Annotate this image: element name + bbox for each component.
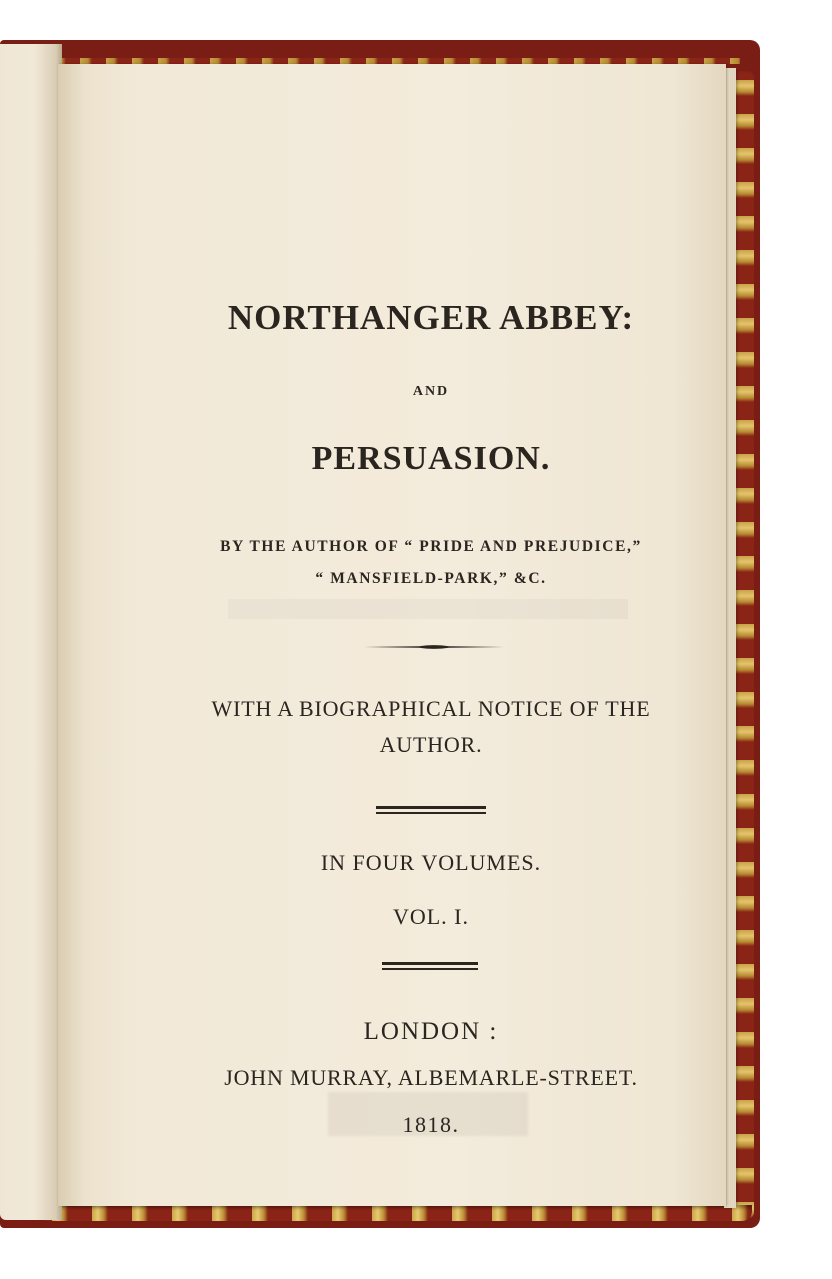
gilt-border-bottom [40,1205,752,1221]
title-line-northanger: NORTHANGER ABBEY: [227,298,635,337]
imprint-year: 1818. [402,1112,460,1137]
title-line-persuasion: PERSUASION. [311,440,551,477]
double-rule-upper-a [376,806,486,809]
notice-line-1: WITH A BIOGRAPHICAL NOTICE OF THE [211,696,651,721]
attribution-line-1: BY THE AUTHOR OF “ PRIDE AND PREJUDICE,” [220,538,642,555]
imprint-publisher: JOHN MURRAY, ALBEMARLE-STREET. [224,1065,638,1090]
show-through [228,599,628,619]
double-rule-lower-a [382,962,478,965]
title-page [58,64,726,1206]
volumes-statement: IN FOUR VOLUMES. [320,850,542,875]
double-rule-lower-b [382,968,478,970]
gilt-border-right [734,70,754,1220]
left-page [0,44,62,1220]
volume-number: VOL. I. [392,904,470,929]
title-conjunction: AND [412,384,450,399]
swelled-rule [364,644,504,650]
notice-line-2: AUTHOR. [379,732,483,757]
attribution-line-2: “ MANSFIELD-PARK,” &C. [315,570,547,587]
imprint-city: LONDON : [363,1018,499,1045]
double-rule-upper-b [376,812,486,814]
